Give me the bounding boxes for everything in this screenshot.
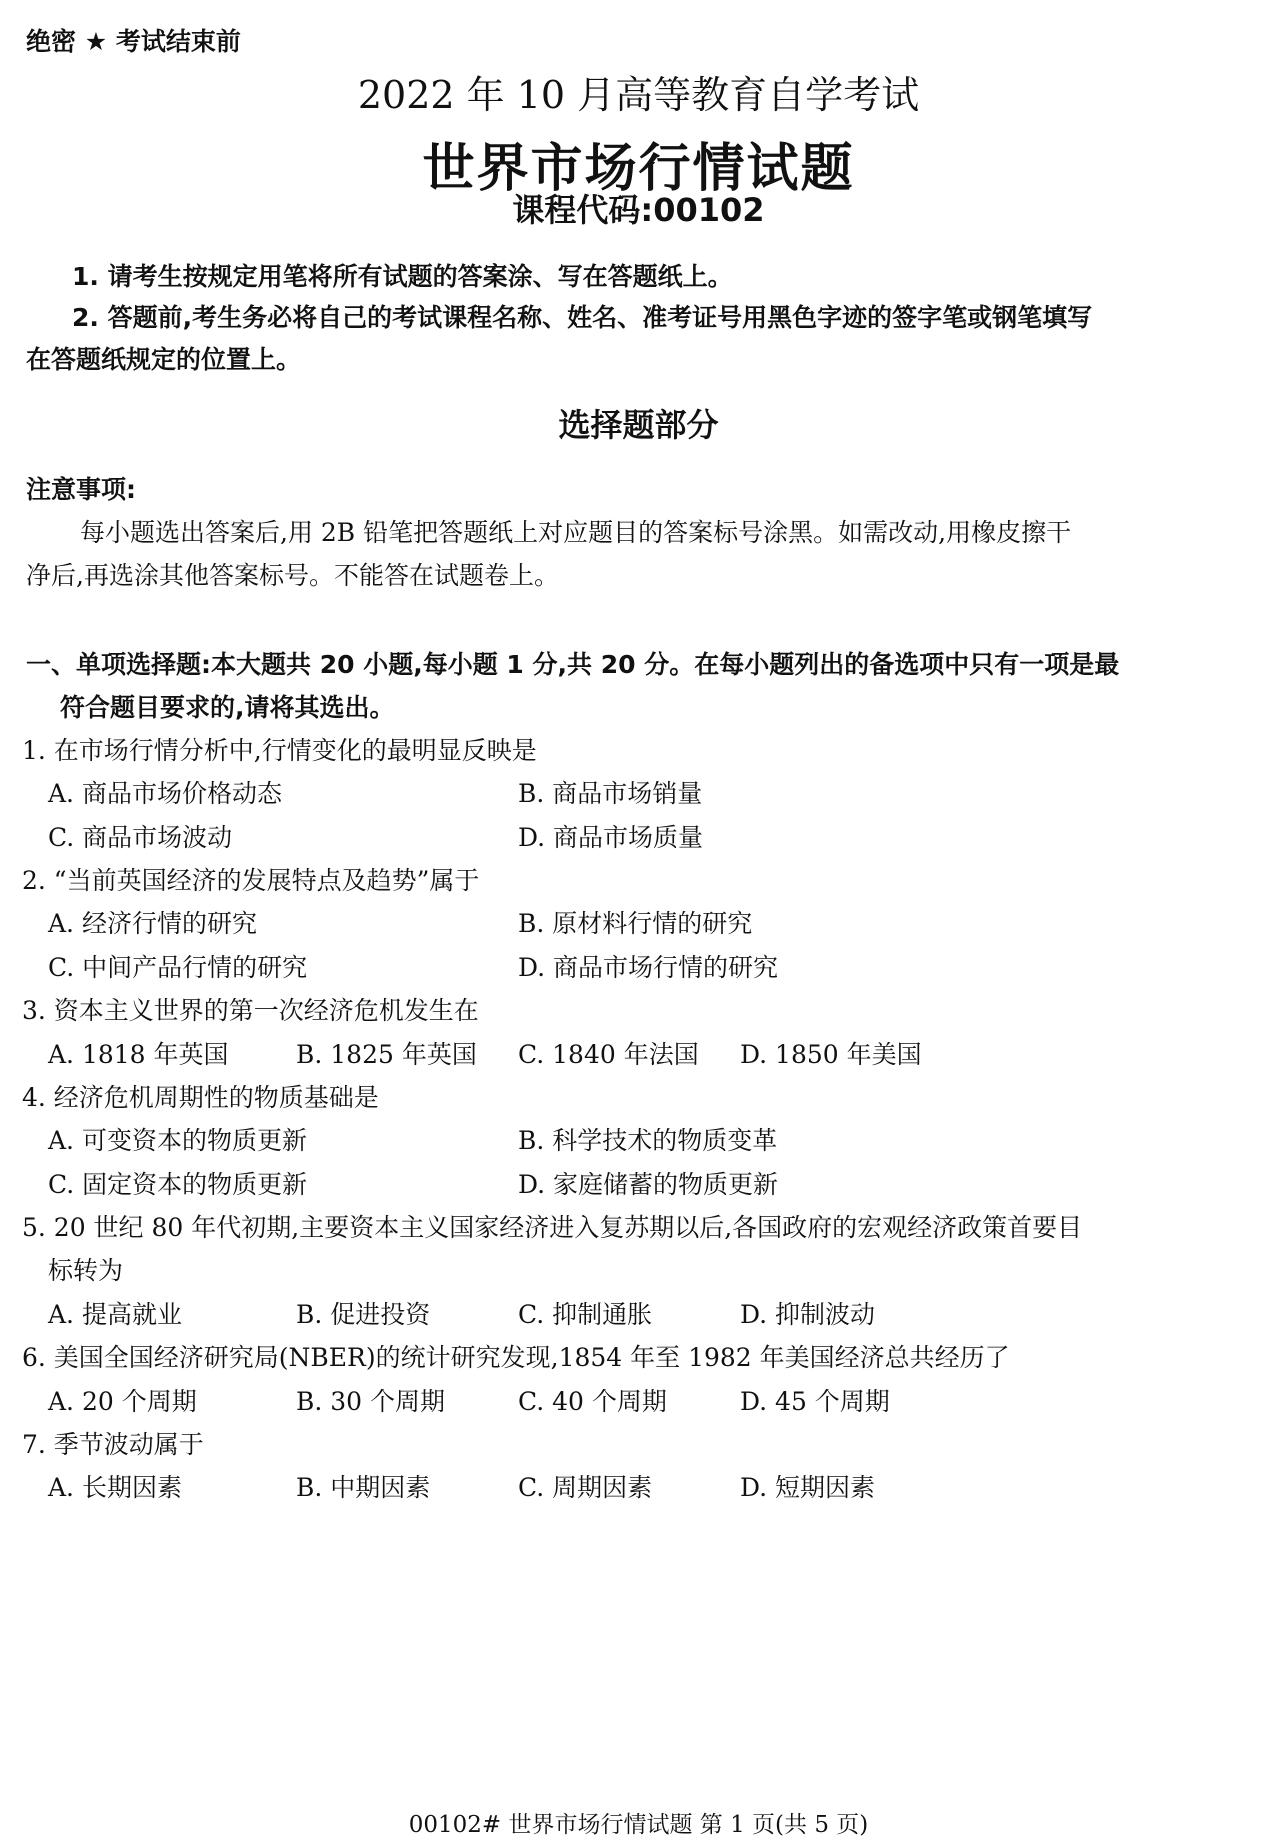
instruction-line-2-continued: 在答题纸规定的位置上。 [26,345,302,374]
option-d: D. 家庭储蓄的物质更新 [518,1170,779,1199]
option-d: D. 抑制波动 [740,1300,876,1329]
exam-title: 2022 年 10 月高等教育自学考试 [357,73,920,117]
option-b: B. 促进投资 [296,1300,431,1329]
notice-text-line-2: 净后,再选涂其他答案标号。不能答在试题卷上。 [26,561,559,590]
option-d: D. 商品市场质量 [518,823,704,852]
option-b: B. 原材料行情的研究 [518,909,753,938]
question-stem: 5. 20 世纪 80 年代初期,主要资本主义国家经济进入复苏期以后,各国政府的宏观经济政策首要目 [22,1213,1083,1242]
option-b: B. 1825 年英国 [296,1040,477,1069]
page-footer: 00102# 世界市场行情试题 第 1 页(共 5 页) [408,1812,869,1838]
question-stem: 4. 经济危机周期性的物质基础是 [22,1083,379,1112]
option-c: C. 固定资本的物质更新 [48,1170,308,1199]
instruction-line-2: 2. 答题前,考生务必将自己的考试课程名称、姓名、准考证号用黑色字迹的签字笔或钢笔填写 [72,303,1093,332]
option-a: A. 1818 年英国 [48,1040,229,1069]
option-c: C. 中间产品行情的研究 [48,953,308,982]
option-d: D. 45 个周期 [740,1387,890,1416]
question-stem: 2. “当前英国经济的发展特点及趋势”属于 [22,866,480,895]
section-title: 选择题部分 [558,406,719,444]
option-a: A. 商品市场价格动态 [48,779,282,808]
option-b: B. 30 个周期 [296,1387,446,1416]
option-c: C. 抑制通胀 [518,1300,653,1329]
option-c: C. 40 个周期 [518,1387,667,1416]
notice-heading: 注意事项: [26,475,136,504]
option-b: B. 中期因素 [296,1473,431,1502]
option-d: D. 商品市场行情的研究 [518,953,779,982]
confidential-mark: 绝密 ★ 考试结束前 [26,27,241,56]
option-c: C. 周期因素 [518,1473,653,1502]
question-stem: 1. 在市场行情分析中,行情变化的最明显反映是 [22,736,537,765]
option-b: B. 科学技术的物质变革 [518,1126,778,1155]
option-a: A. 提高就业 [48,1300,182,1329]
option-c: C. 商品市场波动 [48,823,233,852]
option-a: A. 长期因素 [48,1473,182,1502]
option-a: A. 经济行情的研究 [48,909,257,938]
option-d: D. 1850 年美国 [740,1040,922,1069]
option-d: D. 短期因素 [740,1473,876,1502]
question-stem: 7. 季节波动属于 [22,1430,204,1459]
question-stem-continued: 标转为 [48,1256,124,1285]
option-c: C. 1840 年法国 [518,1040,699,1069]
instruction-line-1: 1. 请考生按规定用笔将所有试题的答案涂、写在答题纸上。 [72,262,733,291]
question-stem: 6. 美国全国经济研究局(NBER)的统计研究发现,1854 年至 1982 年美国经济总共经历了 [22,1343,1010,1372]
option-a: A. 20 个周期 [48,1387,197,1416]
option-b: B. 商品市场销量 [518,779,703,808]
subject-title: 世界市场行情试题 [422,139,855,199]
part-heading-line-2: 符合题目要求的,请将其选出。 [60,693,395,722]
question-stem: 3. 资本主义世界的第一次经济危机发生在 [22,996,479,1025]
notice-text-line-1: 每小题选出答案后,用 2B 铅笔把答题纸上对应题目的答案标号涂黑。如需改动,用橡皮擦干 [80,518,1072,547]
option-a: A. 可变资本的物质更新 [48,1126,307,1155]
part-heading-line-1: 一、单项选择题:本大题共 20 小题,每小题 1 分,共 20 分。在每小题列出的备选项中只有一项是最 [26,650,1120,679]
course-code: 课程代码:00102 [512,191,765,229]
